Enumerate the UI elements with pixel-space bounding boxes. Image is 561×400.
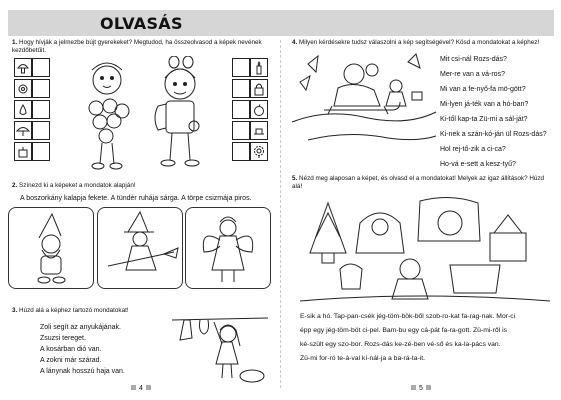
lock-icon	[250, 79, 268, 98]
girl-hanging-laundry-illustration	[170, 314, 270, 386]
answer-box[interactable]	[32, 100, 50, 119]
question-5[interactable]: Ki-től kap-ta Zü-mi a sál-ját?	[440, 116, 528, 123]
task1-right-picture-grid	[232, 58, 268, 163]
task3-line-5[interactable]: A lánynak hosszú haja van.	[40, 368, 125, 375]
question-6[interactable]: Ki-nek a szán-kó-ján ül Rozs-dás?	[440, 131, 547, 138]
task1-left-picture-grid	[14, 58, 50, 163]
answer-box[interactable]	[32, 79, 50, 98]
task5-line-4[interactable]: Zü-mi for-ró te-á-val kí-nál-ja a ba-rá-ta-it.	[300, 355, 426, 362]
answer-box[interactable]	[232, 79, 250, 98]
dwarf-picture-card	[8, 207, 94, 289]
page-title: OLVASÁS	[100, 14, 183, 33]
task3-line-3[interactable]: A kosárban dió van.	[40, 346, 102, 353]
pear-icon	[14, 100, 32, 119]
task3-instruction: 3. Húzd alá a képhez tartozó mondatokat!	[12, 307, 129, 314]
question-4[interactable]: Mi-lyen já-ték van a hó-ban?	[440, 101, 529, 108]
page-divider	[280, 40, 281, 388]
task5-line-2[interactable]: épp egy jég-töm-böt ci-pel. Bam-bu egy cá-pát fa-ra-gott. Zü-mi-ről is	[300, 327, 508, 334]
answer-box[interactable]	[232, 142, 250, 161]
task5-line-1[interactable]: E-sik a hó. Tap-pan-csék jég-töm-bök-ből szob-ro-kat fa-rag-nak. Mor-ci	[300, 313, 516, 320]
snail-icon	[14, 79, 32, 98]
sledding-illustration	[288, 52, 438, 144]
task1-instruction: 1. Hogy hívják a jelmezbe bújt gyerekeket? Megtudod, ha összeolvasod a képek nevének kezdőbetűit.	[12, 39, 262, 54]
answer-box[interactable]	[232, 58, 250, 77]
question-1[interactable]: Mit csi-nál Rozs-dás?	[440, 56, 507, 63]
question-2[interactable]: Mer-re van a vá-ros?	[440, 71, 505, 78]
answer-box[interactable]	[32, 121, 50, 140]
costumed-children-illustration	[62, 56, 230, 174]
fairy-picture-card	[185, 207, 271, 289]
apple-icon	[250, 100, 268, 119]
answer-box[interactable]	[32, 58, 50, 77]
ice-sculpture-illustration	[300, 193, 550, 305]
task3-line-2[interactable]: Zsuzsi tereget.	[40, 335, 86, 342]
task2-sentence: A boszorkány kalapja fekete. A tündér ruhája sárga. A törpe csizmája piros.	[20, 195, 252, 202]
answer-box[interactable]	[232, 100, 250, 119]
page-number-left: 4	[128, 385, 154, 392]
answer-box[interactable]	[32, 142, 50, 161]
umbrella-icon	[14, 121, 32, 140]
answer-box[interactable]	[232, 121, 250, 140]
question-3[interactable]: Mi van a fe-nyő-fa mö-gött?	[440, 86, 526, 93]
flower-icon	[250, 142, 268, 161]
cake-icon	[14, 142, 32, 161]
task2-instruction: 2. Színezd ki a képeket a mondatok alapján!	[12, 182, 136, 189]
task3-line-1[interactable]: Zoli segít az anyukájának.	[40, 324, 121, 331]
task4-instruction: 4. Milyen kérdésekre tudsz válaszolni a kép segítségével? Kösd a mondatokat a képhez!	[292, 39, 540, 46]
task3-line-4[interactable]: A zokni már szárad.	[40, 357, 102, 364]
page-number-right: 5	[408, 385, 434, 392]
mushroom-icon	[14, 58, 32, 77]
task5-line-3[interactable]: ké-szült egy szo-bor. Rozs-dás ke-zé-ben vé-ső és ka-la-pács van.	[300, 341, 501, 348]
question-7[interactable]: Hol rej-tő-zik a ci-ca?	[440, 146, 506, 153]
candle-icon	[250, 58, 268, 77]
question-8[interactable]: Ho-vá e-sett a kesz-tyű?	[440, 161, 516, 168]
witch-picture-card	[97, 207, 183, 289]
task5-instruction: 5. Nézd meg alaposan a képet, és olvasd el a mondatokat! Melyek az igaz állítások? Húzd alá!	[292, 175, 545, 190]
title-band	[8, 10, 554, 36]
hat-icon	[250, 121, 268, 140]
